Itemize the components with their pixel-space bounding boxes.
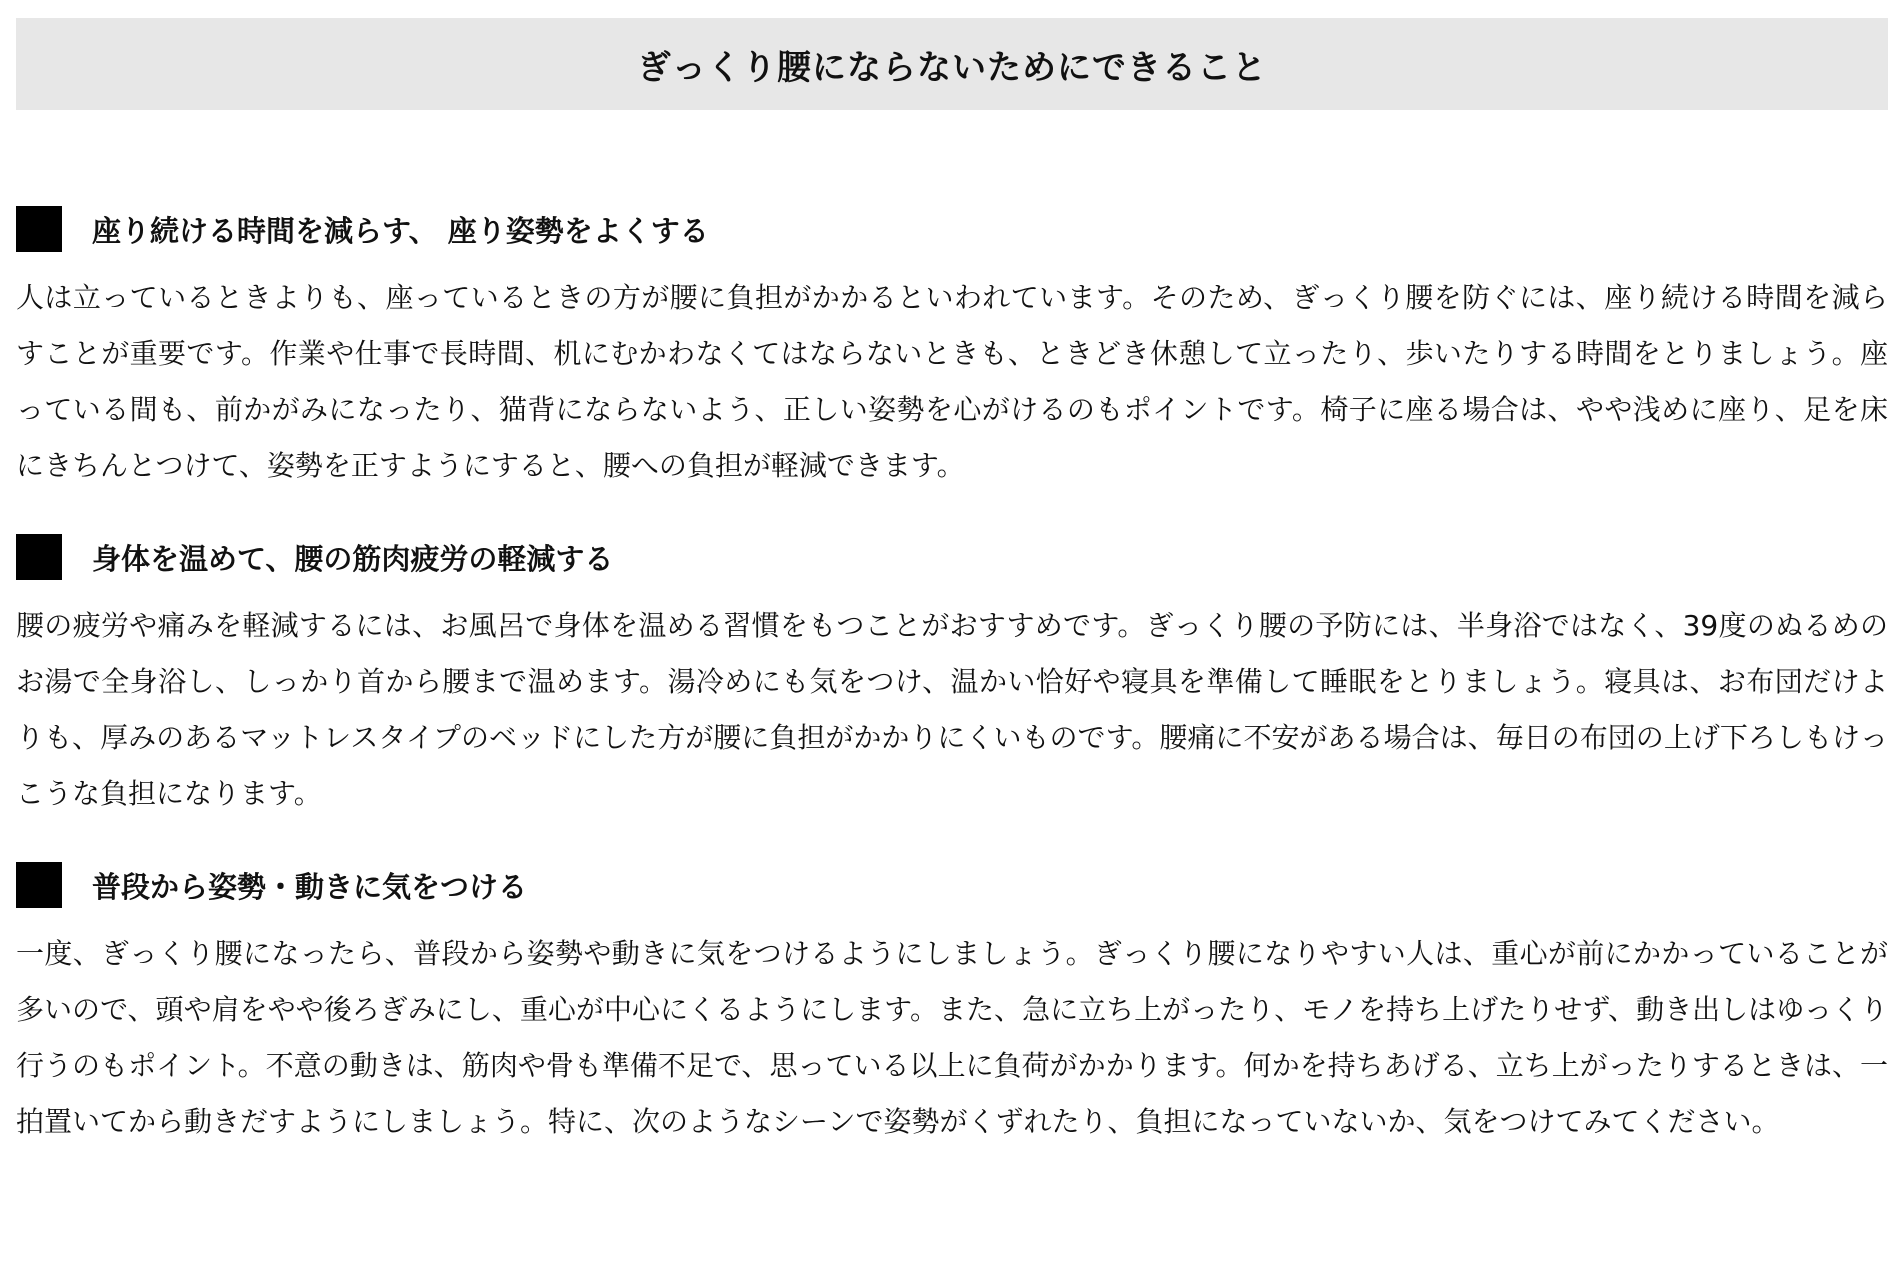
square-bullet-icon [16,862,62,908]
section-warming [16,534,1888,822]
section-heading [16,206,1888,252]
article [16,18,1888,1150]
section-paragraph: 人は立っているときよりも、座っているときの方が腰に負担がかかるといわれています。そのため、ぎっくり腰を防ぐには、座り続ける時間を減らすことが重要です。作業や仕事で長時間、机にむかわなくてはならないときも、ときどき休憩して立ったり、歩いたりする時間をとりましょう。座っている間も、前かがみになったり、猫背にならないよう、正しい姿勢を心がけるのもポイントです。椅子に座る場合は、やや浅めに座り、足を床にきちんとつけて、姿勢を正すようにすると、腰への負担が軽減できます。 [16,281,1888,482]
section-title: 座り続ける時間を減らす、 座り姿勢をよくする [92,213,709,248]
square-bullet-icon [16,534,62,580]
section-paragraph: 腰の疲労や痛みを軽減するには、お風呂で身体を温める習慣をもつことがおすすめです。ぎっくり腰の予防には、半身浴ではなく、39度のぬるめのお湯で全身浴し、しっかり首から腰まで温めます。湯冷めにも気をつけ、温かい恰好や寝具を準備して睡眠をとりましょう。寝具は、お布団だけよりも、厚みのあるマットレスタイプのベッドにした方が腰に負担がかかりにくいものです。腰痛に不安がある場合は、毎日の布団の上げ下ろしもけっこうな負担になります。 [16,609,1888,810]
title-banner [16,18,1888,110]
page-title: ぎっくり腰にならないためにできること [637,47,1267,88]
section-posture [16,862,1888,1150]
square-bullet-icon [16,206,62,252]
section-title: 身体を温めて、腰の筋肉疲労の軽減する [92,541,614,576]
section-heading [16,862,1888,908]
section-title: 普段から姿勢・動きに気をつける [92,869,528,904]
section-sitting [16,206,1888,494]
section-heading [16,534,1888,580]
section-paragraph: 一度、ぎっくり腰になったら、普段から姿勢や動きに気をつけるようにしましょう。ぎっくり腰になりやすい人は、重心が前にかかっていることが多いので、頭や肩をやや後ろぎみにし、重心が中心にくるようにします。また、急に立ち上がったり、モノを持ち上げたりせず、動き出しはゆっくり行うのもポイント。不意の動きは、筋肉や骨も準備不足で、思っている以上に負荷がかかります。何かを持ちあげる、立ち上がったりするときは、一拍置いてから動きだすようにしましょう。特に、次のようなシーンで姿勢がくずれたり、負担になっていないか、気をつけてみてください。 [16,937,1888,1138]
